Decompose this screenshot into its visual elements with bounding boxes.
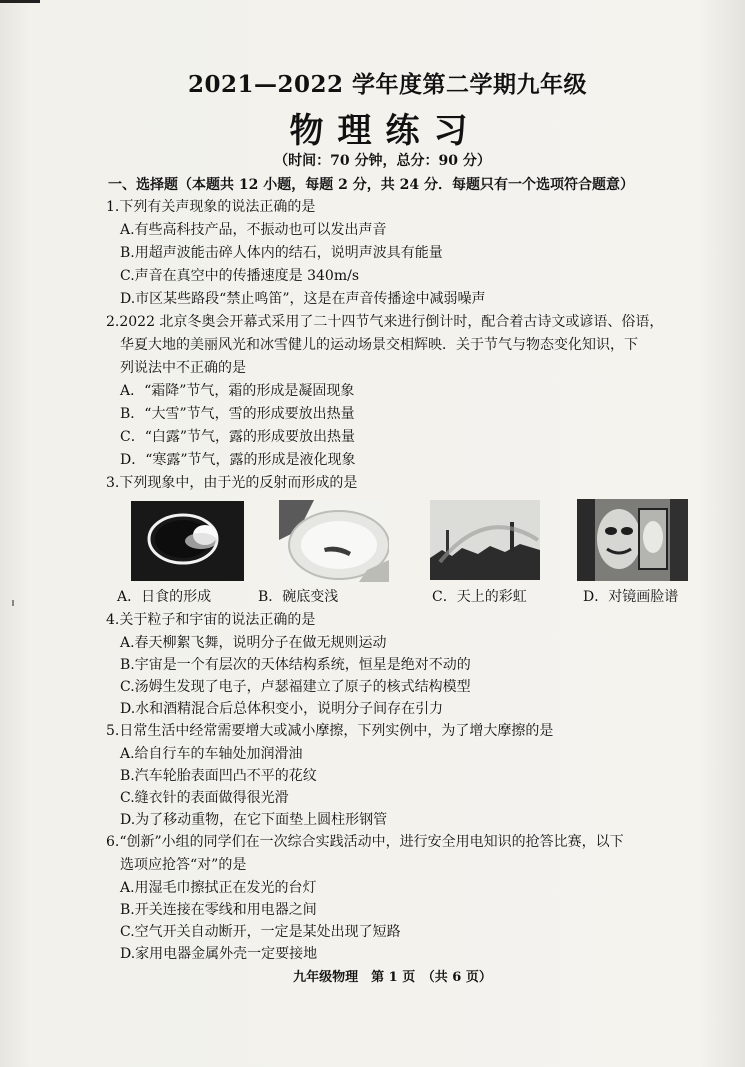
section-heading-choice: 一、选择题（本题共 12 小题，每题 2 分，共 24 分．每题只有一个选项符合题意） [108, 177, 634, 193]
question-2-option-b: B．“大雪”节气，雪的形成要放出热量 [120, 406, 355, 422]
question-2-stem-line3: 列说法中不正确的是 [120, 360, 246, 376]
question-2-stem-line2: 华夏大地的美丽风光和冰雪健儿的运动场景交相辉映．关于节气与物态变化知识，下 [120, 337, 638, 353]
question-6-option-d: D.家用电器金属外壳一定要接地 [120, 946, 318, 962]
question-2-option-a: A．“霜降”节气，霜的形成是凝固现象 [120, 383, 355, 399]
question-2-option-d: D．“寒露”节气，露的形成是液化现象 [120, 452, 356, 468]
exam-time-score: （时间：70 分钟，总分：90 分） [274, 153, 491, 169]
question-3-caption-c: C．天上的彩虹 [432, 589, 527, 605]
question-6-option-b: B.开关连接在零线和用电器之间 [120, 902, 317, 918]
question-6-stem-line2: 选项应抢答“对”的是 [120, 857, 247, 873]
question-5-option-d: D.为了移动重物，在它下面垫上圆柱形钢管 [120, 812, 388, 828]
bowl-photo [279, 500, 389, 582]
question-3-stem: 3.下列现象中，由于光的反射而形成的是 [106, 475, 358, 491]
question-1-option-c: C.声音在真空中的传播速度是 340m/s [120, 268, 360, 284]
question-5-option-c: C.缝衣针的表面做得很光滑 [120, 790, 289, 806]
question-5-option-a: A.给自行车的车轴处加润滑油 [120, 746, 303, 762]
rainbow-photo [430, 500, 540, 580]
question-3-caption-d: D．对镜画脸谱 [583, 589, 679, 605]
question-4-option-c: C.汤姆生发现了电子，卢瑟福建立了原子的核式结构模型 [120, 679, 471, 695]
question-2-option-c: C．“白露”节气，露的形成要放出热量 [120, 429, 356, 445]
exam-title-term: 2021—2022 学年度第二学期九年级 [187, 71, 588, 98]
question-3-caption-b: B．碗底变浅 [258, 589, 339, 605]
question-3-caption-a: A．日食的形成 [117, 589, 212, 605]
question-4-option-b: B.宇宙是一个有层次的天体结构系统，恒星是绝对不动的 [120, 657, 471, 673]
scan-speck [12, 600, 14, 606]
question-6-stem-line1: 6.“创新”小组的同学们在一次综合实践活动中，进行安全用电知识的抢答比赛，以下 [106, 834, 624, 850]
question-5-option-b: B.汽车轮胎表面凹凸不平的花纹 [120, 768, 317, 784]
question-1-option-a: A.有些高科技产品，不振动也可以发出声音 [120, 222, 387, 238]
solar-eclipse-photo [131, 501, 244, 581]
face-painting-photo [577, 499, 688, 581]
question-5-stem: 5.日常生活中经常需要增大或减小摩擦，下列实例中，为了增大摩擦的是 [106, 723, 554, 739]
question-1-option-d: D.市区某些路段“禁止鸣笛”，这是在声音传播途中减弱噪声 [120, 291, 486, 307]
question-1-stem: 1.下列有关声现象的说法正确的是 [106, 199, 316, 215]
question-2-stem-line1: 2.2022 北京冬奥会开幕式采用了二十四节气来进行倒计时，配合着古诗文或谚语、俗语， [106, 314, 664, 330]
question-4-option-d: D.水和酒精混合后总体积变小，说明分子间存在引力 [120, 701, 444, 717]
question-6-option-c: C.空气开关自动断开，一定是某处出现了短路 [120, 924, 401, 940]
question-4-stem: 4.关于粒子和宇宙的说法正确的是 [106, 612, 316, 628]
question-1-option-b: B.用超声波能击碎人体内的结石，说明声波具有能量 [120, 245, 443, 261]
exam-title-subject: 物理练习 [289, 111, 482, 151]
question-6-option-a: A.用湿毛巾擦拭正在发光的台灯 [120, 880, 317, 896]
scan-edge-mark [0, 0, 40, 3]
page-footer: 九年级物理 第 1 页 （共 6 页） [293, 970, 492, 985]
question-4-option-a: A.春天柳絮飞舞，说明分子在做无规则运动 [120, 635, 387, 651]
